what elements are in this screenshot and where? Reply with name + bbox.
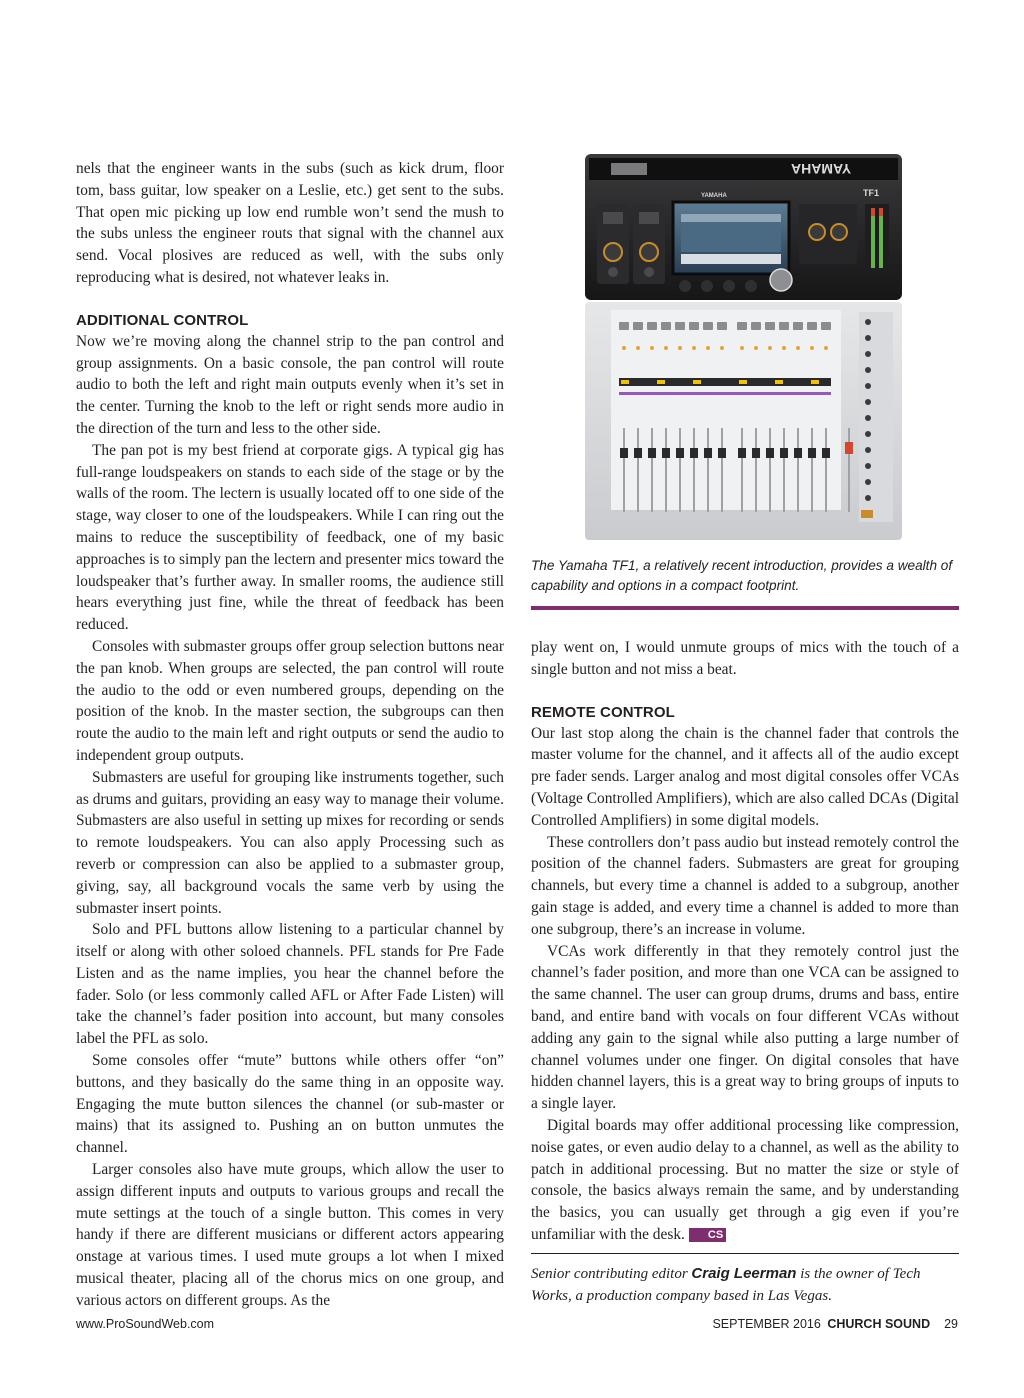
article-paragraph: Now we’re moving along the channel strip to the pan control and group assignments. On a basic console, the pan control will route audio to both the left and right main outputs evenly when it’s set in the center. Turning the knob to the left or right sends more audio in the direction of the turn and less to the other side. [76,332,504,437]
bio-rule [531,1253,959,1254]
console-model-text: TF1 [863,188,880,198]
caption-rule [531,606,959,610]
article-paragraph [531,1115,959,1246]
author-name: Craig Leerman [691,1265,797,1282]
mixing-console-photo [581,152,906,542]
article-paragraph: Solo and PFL buttons allow listening to a particular channel by itself or along with other soloed channels. PFL stands for Pre Fade Listen and as the name implies, you hear the channel before the fader. Solo (or less commonly called AFL or After Fade Listen) will take the channel’s fader position into account, but many consoles label the PFL as solo. [76,921,504,1048]
photo-caption: The Yamaha TF1, a relatively recent introduction, provides a wealth of capability and options in a compact footprint. [531,558,953,593]
footer-date: SEPTEMBER 2016 [712,1317,821,1331]
article-paragraph: Consoles with submaster groups offer group selection buttons near the pan knob. When groups are selected, the pan control will route the audio to the odd or even numbered groups, depending on the position of the knob. In the master section, the subgroups can then route the audio to the main left and right outputs or send the audio to independent group outputs. [76,637,504,764]
section-heading-additional-control: ADDITIONAL CONTROL [76,311,249,329]
footer-magazine: CHURCH SOUND [827,1317,931,1331]
final-paragraph-text: Digital boards may offer additional processing like compression, noise gates, or even audio delay to a channel, as well as the ability to patch in additional processing. But no matter the size or style of console, the basics always remain the same, and by understanding the basics, you can usually get through a gig even if you’re unfamiliar with the desk. [531,1116,959,1243]
article-paragraph: Our last stop along the chain is the channel fader that controls the master volume for the channel, and it affects all of the audio except pre fader sends. Larger analog and most digital consoles offer VCAs (Voltage Controlled Amplifiers), which are also called DCAs (Digital Controlled Amplifiers) in some digital models. [531,724,959,829]
console-brand-small: YAMAHA [701,193,727,199]
author-bio [531,1263,959,1307]
article-paragraph: nels that the engineer wants in the subs (such as kick drum, floor tom, bass guitar, low speaker on a Leslie, etc.) get sent to the subs. That open mic picking up low end rumble won’t send the mush to the subs unless the engineer routs that signal with the channel aux send. Vocal plosives are reduced as well, with the subs only reproducing what is desired, not whatever leaks in. [76,160,504,286]
console-brand-text: YAMAHA [791,161,852,177]
article-paragraph: The pan pot is my best friend at corporate gigs. A typical gig has full-range loudspeakers on stands to each side of the stage or by the walls of the room. The lectern is usually located off to one side of the stage, way closer to one of the loudspeakers. While I can ring out the mains to reduce the susceptibility of feedback, one of my basic approaches is to simply pan the lectern and presenter mics toward the loudspeaker that’s further away. In smaller rooms, the audience still hears everything just fine, while the threat of feedback has been reduced. [76,441,504,634]
article-paragraph: Some consoles offer “mute” buttons while others offer “on” buttons, and they basically do the same thing in an opposite way. Engaging the mute button silences the channel (or sub-master or mains) that its assigned to. Pushing an on button unmutes the channel. [76,1052,504,1157]
article-paragraph: Larger consoles also have mute groups, which allow the user to assign different inputs and outputs to various groups and recall the mute settings at the touch of a single button. This comes in very handy if there are different musicians or different actors appearing onstage at various times. I used mute groups a lot when I mixed musical theater, placing all of the chorus mics on one group, and various actors on different groups. As the [76,1161,504,1309]
left-column [76,158,504,1312]
bio-prefix: Senior contributing editor [531,1266,692,1282]
end-mark-icon: CS [689,1228,726,1242]
article-paragraph: These controllers don’t pass audio but instead remotely control the position of the channel faders. Submasters are great for grouping channels, but every time a channel is added to a subgroup, another gain stage is added, and every time a channel is added to more than one subgroup, there’s an increase in volume. [531,833,959,938]
article-paragraph: VCAs work differently in that they remotely control just the channel’s fader position, and more than one VCA can be assigned to the same channel. The user can group drums, drums and bass, entire band, and entire band with vocals on four different VCAs without adding any gain to the signal while also putting a large number of channel volumes under one finger. On digital consoles that have hidden channel layers, this is a great way to bring groups of inputs to a single layer. [531,942,959,1113]
article-paragraph: play went on, I would unmute groups of mics with the touch of a single button and not miss a beat. [531,639,959,678]
footer-folio [712,1317,958,1331]
bio-suffix: is the owner of Tech Works, a production company based in Las Vegas. [531,1266,921,1304]
article-paragraph: Submasters are useful for grouping like instruments together, such as drums and guitars, providing an easy way to manage their volume. Submasters are also useful in setting up mixes for recording or sends to remote loudspeakers. You can also apply Processing such as reverb or compression can also be applied to a submaster group, giving, say, all background vocals the same verb by using the submaster insert points. [76,768,504,917]
page-number: 29 [944,1317,958,1331]
section-heading-remote-control: REMOTE CONTROL [531,703,675,721]
footer-website: www.ProSoundWeb.com [76,1317,215,1331]
right-column [531,637,959,1246]
